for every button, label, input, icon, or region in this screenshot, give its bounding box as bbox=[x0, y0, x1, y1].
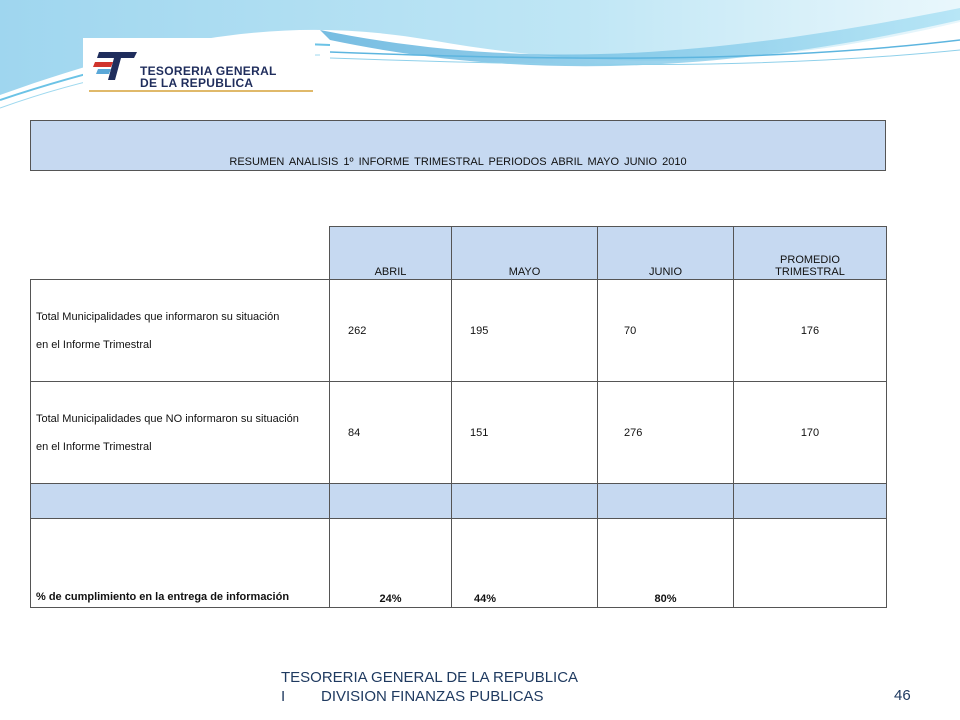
header-promedio: PROMEDIO TRIMESTRAL bbox=[734, 227, 887, 280]
table-header-row bbox=[31, 227, 887, 280]
cell-abril: 262 bbox=[330, 280, 452, 382]
title-box bbox=[30, 120, 886, 171]
header-abril: ABRIL bbox=[330, 227, 452, 280]
header-mayo: MAYO bbox=[452, 227, 598, 280]
page-number: 46 bbox=[894, 687, 911, 704]
cell-junio: 70 bbox=[598, 280, 734, 382]
cell-mayo: 195 bbox=[452, 280, 598, 382]
table-row bbox=[31, 280, 887, 382]
logo-text-line1: TESORERIA GENERAL bbox=[140, 64, 277, 78]
cell-promedio: 170 bbox=[734, 382, 887, 484]
row-label-line1: Total Municipalidades que NO informaron su situación bbox=[36, 412, 299, 425]
tesoreria-emblem-icon bbox=[93, 48, 141, 84]
separator-row bbox=[31, 484, 887, 519]
footer bbox=[281, 668, 578, 706]
logo-underline bbox=[89, 90, 313, 92]
percent-label: % de cumplimiento en la entrega de información bbox=[31, 519, 330, 608]
percent-mayo: 44% bbox=[452, 519, 598, 608]
header-blank-cell bbox=[31, 227, 330, 280]
footer-line2: DIVISION FINANZAS PUBLICAS bbox=[321, 688, 544, 705]
row-label-line1: Total Municipalidades que informaron su situación bbox=[36, 310, 280, 323]
table-row bbox=[31, 382, 887, 484]
logo-text-line2: DE LA REPUBLICA bbox=[140, 76, 254, 90]
percent-junio: 80% bbox=[598, 519, 734, 608]
footer-prefix: I bbox=[281, 688, 286, 705]
row-label bbox=[31, 382, 330, 484]
cell-junio: 276 bbox=[598, 382, 734, 484]
row-label bbox=[31, 280, 330, 382]
percent-promedio bbox=[734, 519, 887, 608]
cell-promedio: 176 bbox=[734, 280, 887, 382]
footer-line1: TESORERIA GENERAL DE LA REPUBLICA bbox=[281, 669, 579, 686]
tesoreria-logo bbox=[83, 38, 315, 94]
summary-table bbox=[30, 226, 887, 608]
percent-row bbox=[31, 519, 887, 608]
cell-mayo: 151 bbox=[452, 382, 598, 484]
header-junio: JUNIO bbox=[598, 227, 734, 280]
report-title: RESUMEN ANALISIS 1º INFORME TRIMESTRAL PERIODOS ABRIL MAYO JUNIO 2010 bbox=[229, 156, 687, 168]
row-label-line2: en el Informe Trimestral bbox=[36, 440, 152, 453]
percent-abril: 24% bbox=[330, 519, 452, 608]
row-label-line2: en el Informe Trimestral bbox=[36, 338, 152, 351]
cell-abril: 84 bbox=[330, 382, 452, 484]
